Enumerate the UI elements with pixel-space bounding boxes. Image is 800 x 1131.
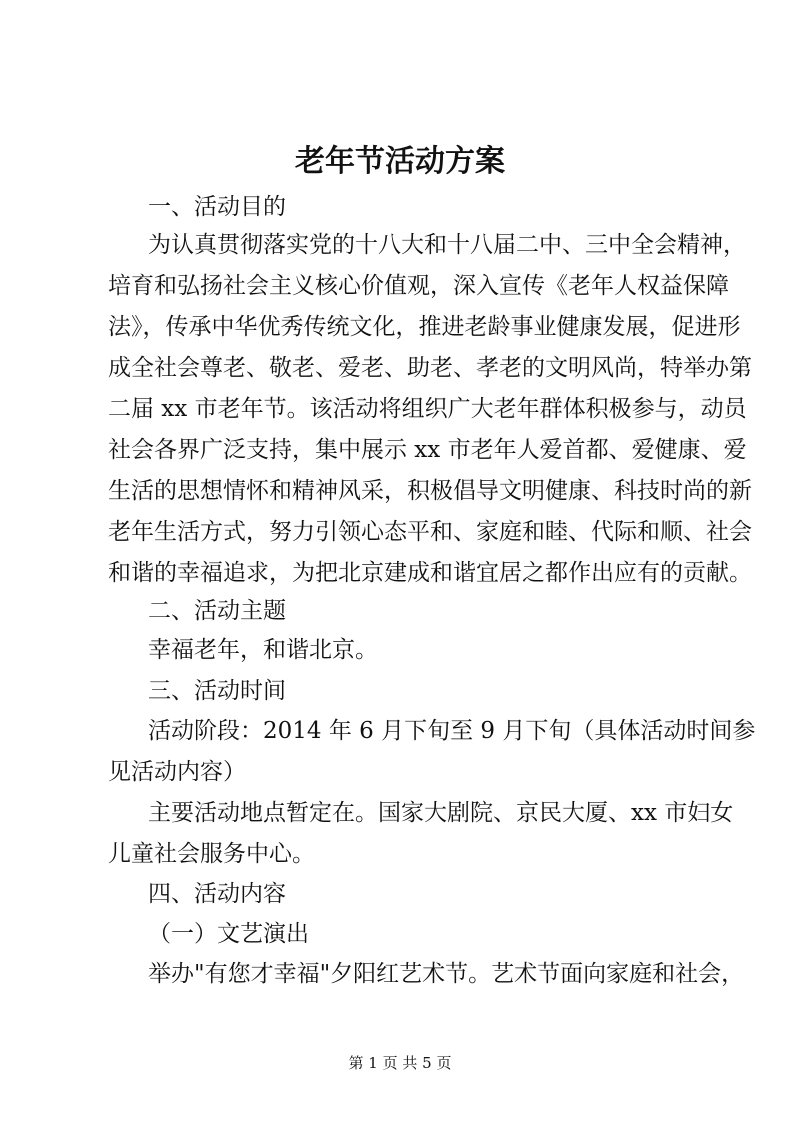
section-heading-purpose: 一、活动目的 bbox=[148, 194, 286, 220]
paragraph-line: 幸福老年，和谐北京。 bbox=[148, 637, 378, 663]
section-heading-time: 三、活动时间 bbox=[148, 678, 286, 704]
page-number: 第 1 页 共 5 页 bbox=[348, 1054, 452, 1072]
document-title: 老年节活动方案 bbox=[295, 144, 505, 179]
section-heading-theme: 二、活动主题 bbox=[148, 598, 286, 624]
paragraph-line: 生活的思想情怀和精神风采，积极倡导文明健康、科技时尚的新 bbox=[108, 478, 752, 504]
paragraph-line: 为认真贯彻落实党的十八大和十八届二中、三中全会精神， bbox=[148, 232, 746, 258]
paragraph-line: 见活动内容） bbox=[108, 759, 246, 785]
paragraph-line: 举办"有您才幸福"夕阳红艺术节。艺术节面向家庭和社会， bbox=[148, 961, 745, 987]
paragraph-line: 社会各界广泛支持，集中展示 xx 市老年人爱首都、爱健康、爱 bbox=[108, 437, 747, 463]
paragraph-line: 法》，传承中华优秀传统文化，推进老龄事业健康发展，促进形 bbox=[108, 314, 741, 340]
paragraph-line: 老年生活方式，努力引领心态平和、家庭和睦、代际和顺、社会 bbox=[108, 519, 752, 545]
paragraph-line: 成全社会尊老、敬老、爱老、助老、孝老的文明风尚，特举办第 bbox=[108, 355, 752, 381]
paragraph-line: 和谐的幸福追求，为把北京建成和谐宜居之都作出应有的贡献。 bbox=[108, 560, 752, 586]
paragraph-line: 培育和弘扬社会主义核心价值观，深入宣传《老年人权益保障 bbox=[108, 273, 729, 299]
paragraph-line: 二届 xx 市老年节。该活动将组织广大老年群体积极参与，动员 bbox=[108, 396, 747, 422]
paragraph-line: 活动阶段：2014 年 6 月下旬至 9 月下旬（具体活动时间参 bbox=[148, 718, 756, 744]
subsection-heading: （一）文艺演出 bbox=[148, 921, 309, 947]
paragraph-line: 主要活动地点暂定在。国家大剧院、京民大厦、xx 市妇女 bbox=[148, 800, 734, 826]
paragraph-line: 儿童社会服务中心。 bbox=[108, 841, 315, 867]
section-heading-content: 四、活动内容 bbox=[148, 881, 286, 907]
